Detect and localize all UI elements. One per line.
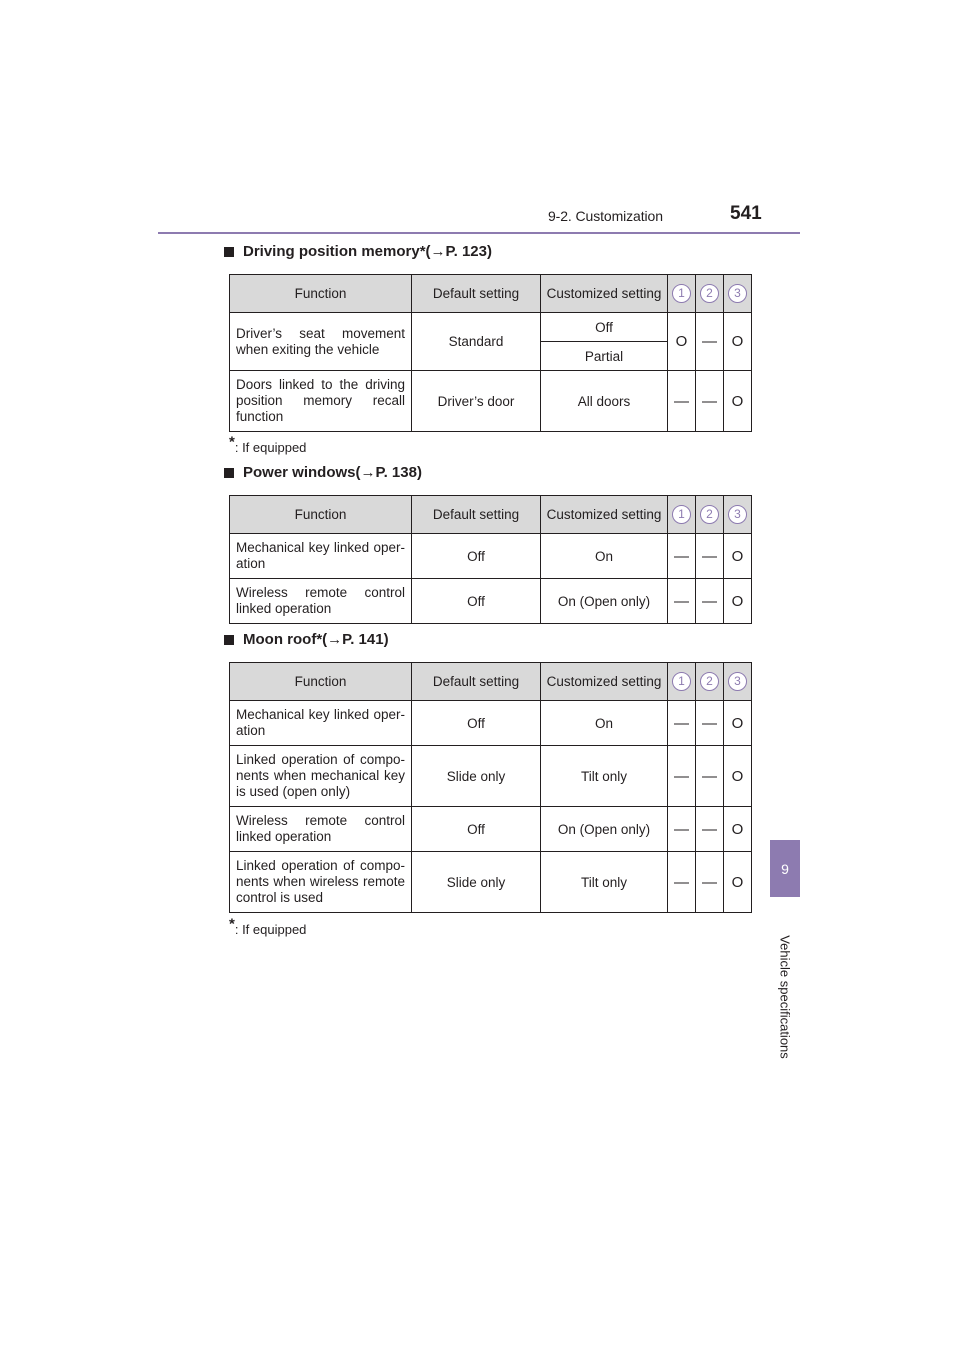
- footnote-if-equipped: [229, 433, 307, 455]
- mark-cell-2: —: [696, 313, 724, 371]
- default-cell: Standard: [412, 313, 541, 371]
- footnote-if-equipped: [229, 915, 307, 937]
- header-col-3: [724, 496, 752, 534]
- mark-cell-2: —: [696, 579, 724, 624]
- function-cell: Mechanical key linked oper-ation: [230, 534, 412, 579]
- circle-3-icon: 3: [728, 672, 747, 691]
- default-cell: Slide only: [412, 852, 541, 913]
- circle-2-icon: 2: [700, 505, 719, 524]
- default-cell: Off: [412, 534, 541, 579]
- section-title-text: Driving position memory: [243, 243, 420, 260]
- mark-cell-3: O: [724, 313, 752, 371]
- function-cell: Linked operation of compo-nents when wireless remote control is used: [230, 852, 412, 913]
- mark-cell-2: —: [696, 701, 724, 746]
- header-col-1: [668, 496, 696, 534]
- default-cell: Off: [412, 579, 541, 624]
- header-col-2: [696, 496, 724, 534]
- table-row: [230, 579, 752, 624]
- mark-cell-3: O: [724, 534, 752, 579]
- table-header-row: [230, 496, 752, 534]
- section-title-moon-roof: Moon roof * (→P. 141): [224, 631, 389, 648]
- bullet-square-icon: [224, 247, 234, 257]
- function-cell: Doors linked to the driving position memory recall function: [230, 371, 412, 432]
- mark-cell-2: —: [696, 807, 724, 852]
- footnote-text: : If equipped: [234, 440, 307, 455]
- header-col-3: [724, 275, 752, 313]
- mark-cell-1: —: [668, 579, 696, 624]
- header-function: Function: [230, 496, 412, 534]
- section-header: 9-2. Customization: [548, 208, 663, 224]
- header-default: Default setting: [412, 496, 541, 534]
- table-row: [230, 852, 752, 913]
- mark-cell-1: —: [668, 371, 696, 432]
- function-cell: Wireless remote control linked operation: [230, 579, 412, 624]
- customized-cell: On: [541, 534, 668, 579]
- customized-cell: On (Open only): [541, 579, 668, 624]
- asterisk-mark: *: [229, 433, 235, 451]
- function-cell: Wireless remote control linked operation: [230, 807, 412, 852]
- section-title-driving-position-memory: Driving position memory * (→P. 123): [224, 243, 492, 260]
- mark-cell-1: —: [668, 807, 696, 852]
- bullet-square-icon: [224, 635, 234, 645]
- mark-cell-1: O: [668, 313, 696, 371]
- mark-cell-3: O: [724, 807, 752, 852]
- mark-cell-1: —: [668, 746, 696, 807]
- header-customized: Customized setting: [541, 275, 668, 313]
- table-row: [230, 313, 752, 342]
- page-reference-link[interactable]: (→P. 123): [425, 243, 492, 260]
- default-cell: Driver’s door: [412, 371, 541, 432]
- circle-3-icon: 3: [728, 505, 747, 524]
- header-divider: [158, 232, 800, 234]
- circle-1-icon: 1: [672, 284, 691, 303]
- circle-1-icon: 1: [672, 672, 691, 691]
- header-col-2: [696, 275, 724, 313]
- circle-1-icon: 1: [672, 505, 691, 524]
- mark-cell-1: —: [668, 701, 696, 746]
- circle-2-icon: 2: [700, 672, 719, 691]
- customized-cell: Tilt only: [541, 746, 668, 807]
- page-number: 541: [730, 203, 762, 224]
- mark-cell-2: —: [696, 746, 724, 807]
- footnote-text: : If equipped: [234, 922, 307, 937]
- chapter-label: Vehicle specifications: [777, 935, 793, 1059]
- default-cell: Off: [412, 807, 541, 852]
- table-row: [230, 807, 752, 852]
- chapter-number: 9: [781, 860, 789, 877]
- bullet-square-icon: [224, 468, 234, 478]
- power-windows-table: [229, 495, 752, 624]
- header-col-2: [696, 663, 724, 701]
- page-reference-link[interactable]: (→P. 138): [355, 464, 422, 481]
- asterisk-mark: *: [229, 915, 235, 933]
- circle-2-icon: 2: [700, 284, 719, 303]
- table-row: [230, 746, 752, 807]
- default-cell: Off: [412, 701, 541, 746]
- table-header-row: [230, 663, 752, 701]
- function-cell: Driver’s seat movement when exiting the vehicle: [230, 313, 412, 371]
- customized-cell: On (Open only): [541, 807, 668, 852]
- section-title-text: Power windows: [243, 464, 356, 481]
- mark-cell-1: —: [668, 852, 696, 913]
- table-row: [230, 701, 752, 746]
- mark-cell-3: O: [724, 579, 752, 624]
- header-col-1: [668, 663, 696, 701]
- mark-cell-3: O: [724, 852, 752, 913]
- table-row: [230, 534, 752, 579]
- circle-3-icon: 3: [728, 284, 747, 303]
- section-title-power-windows: [224, 464, 422, 481]
- mark-cell-2: —: [696, 852, 724, 913]
- mark-cell-3: O: [724, 701, 752, 746]
- header-default: Default setting: [412, 663, 541, 701]
- header-col-1: [668, 275, 696, 313]
- header-col-3: [724, 663, 752, 701]
- customized-cell: On: [541, 701, 668, 746]
- table-row: [230, 371, 752, 432]
- mark-cell-1: —: [668, 534, 696, 579]
- function-cell: Mechanical key linked oper-ation: [230, 701, 412, 746]
- page-reference-link[interactable]: (→P. 141): [322, 631, 389, 648]
- header-function: Function: [230, 275, 412, 313]
- customized-cell: Partial: [541, 342, 668, 371]
- mark-cell-3: O: [724, 371, 752, 432]
- header-customized: Customized setting: [541, 663, 668, 701]
- table-header-row: [230, 275, 752, 313]
- chapter-tab[interactable]: [770, 840, 800, 897]
- header-default: Default setting: [412, 275, 541, 313]
- default-cell: Slide only: [412, 746, 541, 807]
- customized-cell: Off: [541, 313, 668, 342]
- section-title-text: Moon roof: [243, 631, 317, 648]
- mark-cell-2: —: [696, 534, 724, 579]
- driving-position-memory-table: [229, 274, 752, 432]
- customized-cell: All doors: [541, 371, 668, 432]
- mark-cell-3: O: [724, 746, 752, 807]
- moon-roof-table: [229, 662, 752, 913]
- header-customized: Customized setting: [541, 496, 668, 534]
- mark-cell-2: —: [696, 371, 724, 432]
- customized-cell: Tilt only: [541, 852, 668, 913]
- header-function: Function: [230, 663, 412, 701]
- function-cell: Linked operation of compo-nents when mechanical key is used (open only): [230, 746, 412, 807]
